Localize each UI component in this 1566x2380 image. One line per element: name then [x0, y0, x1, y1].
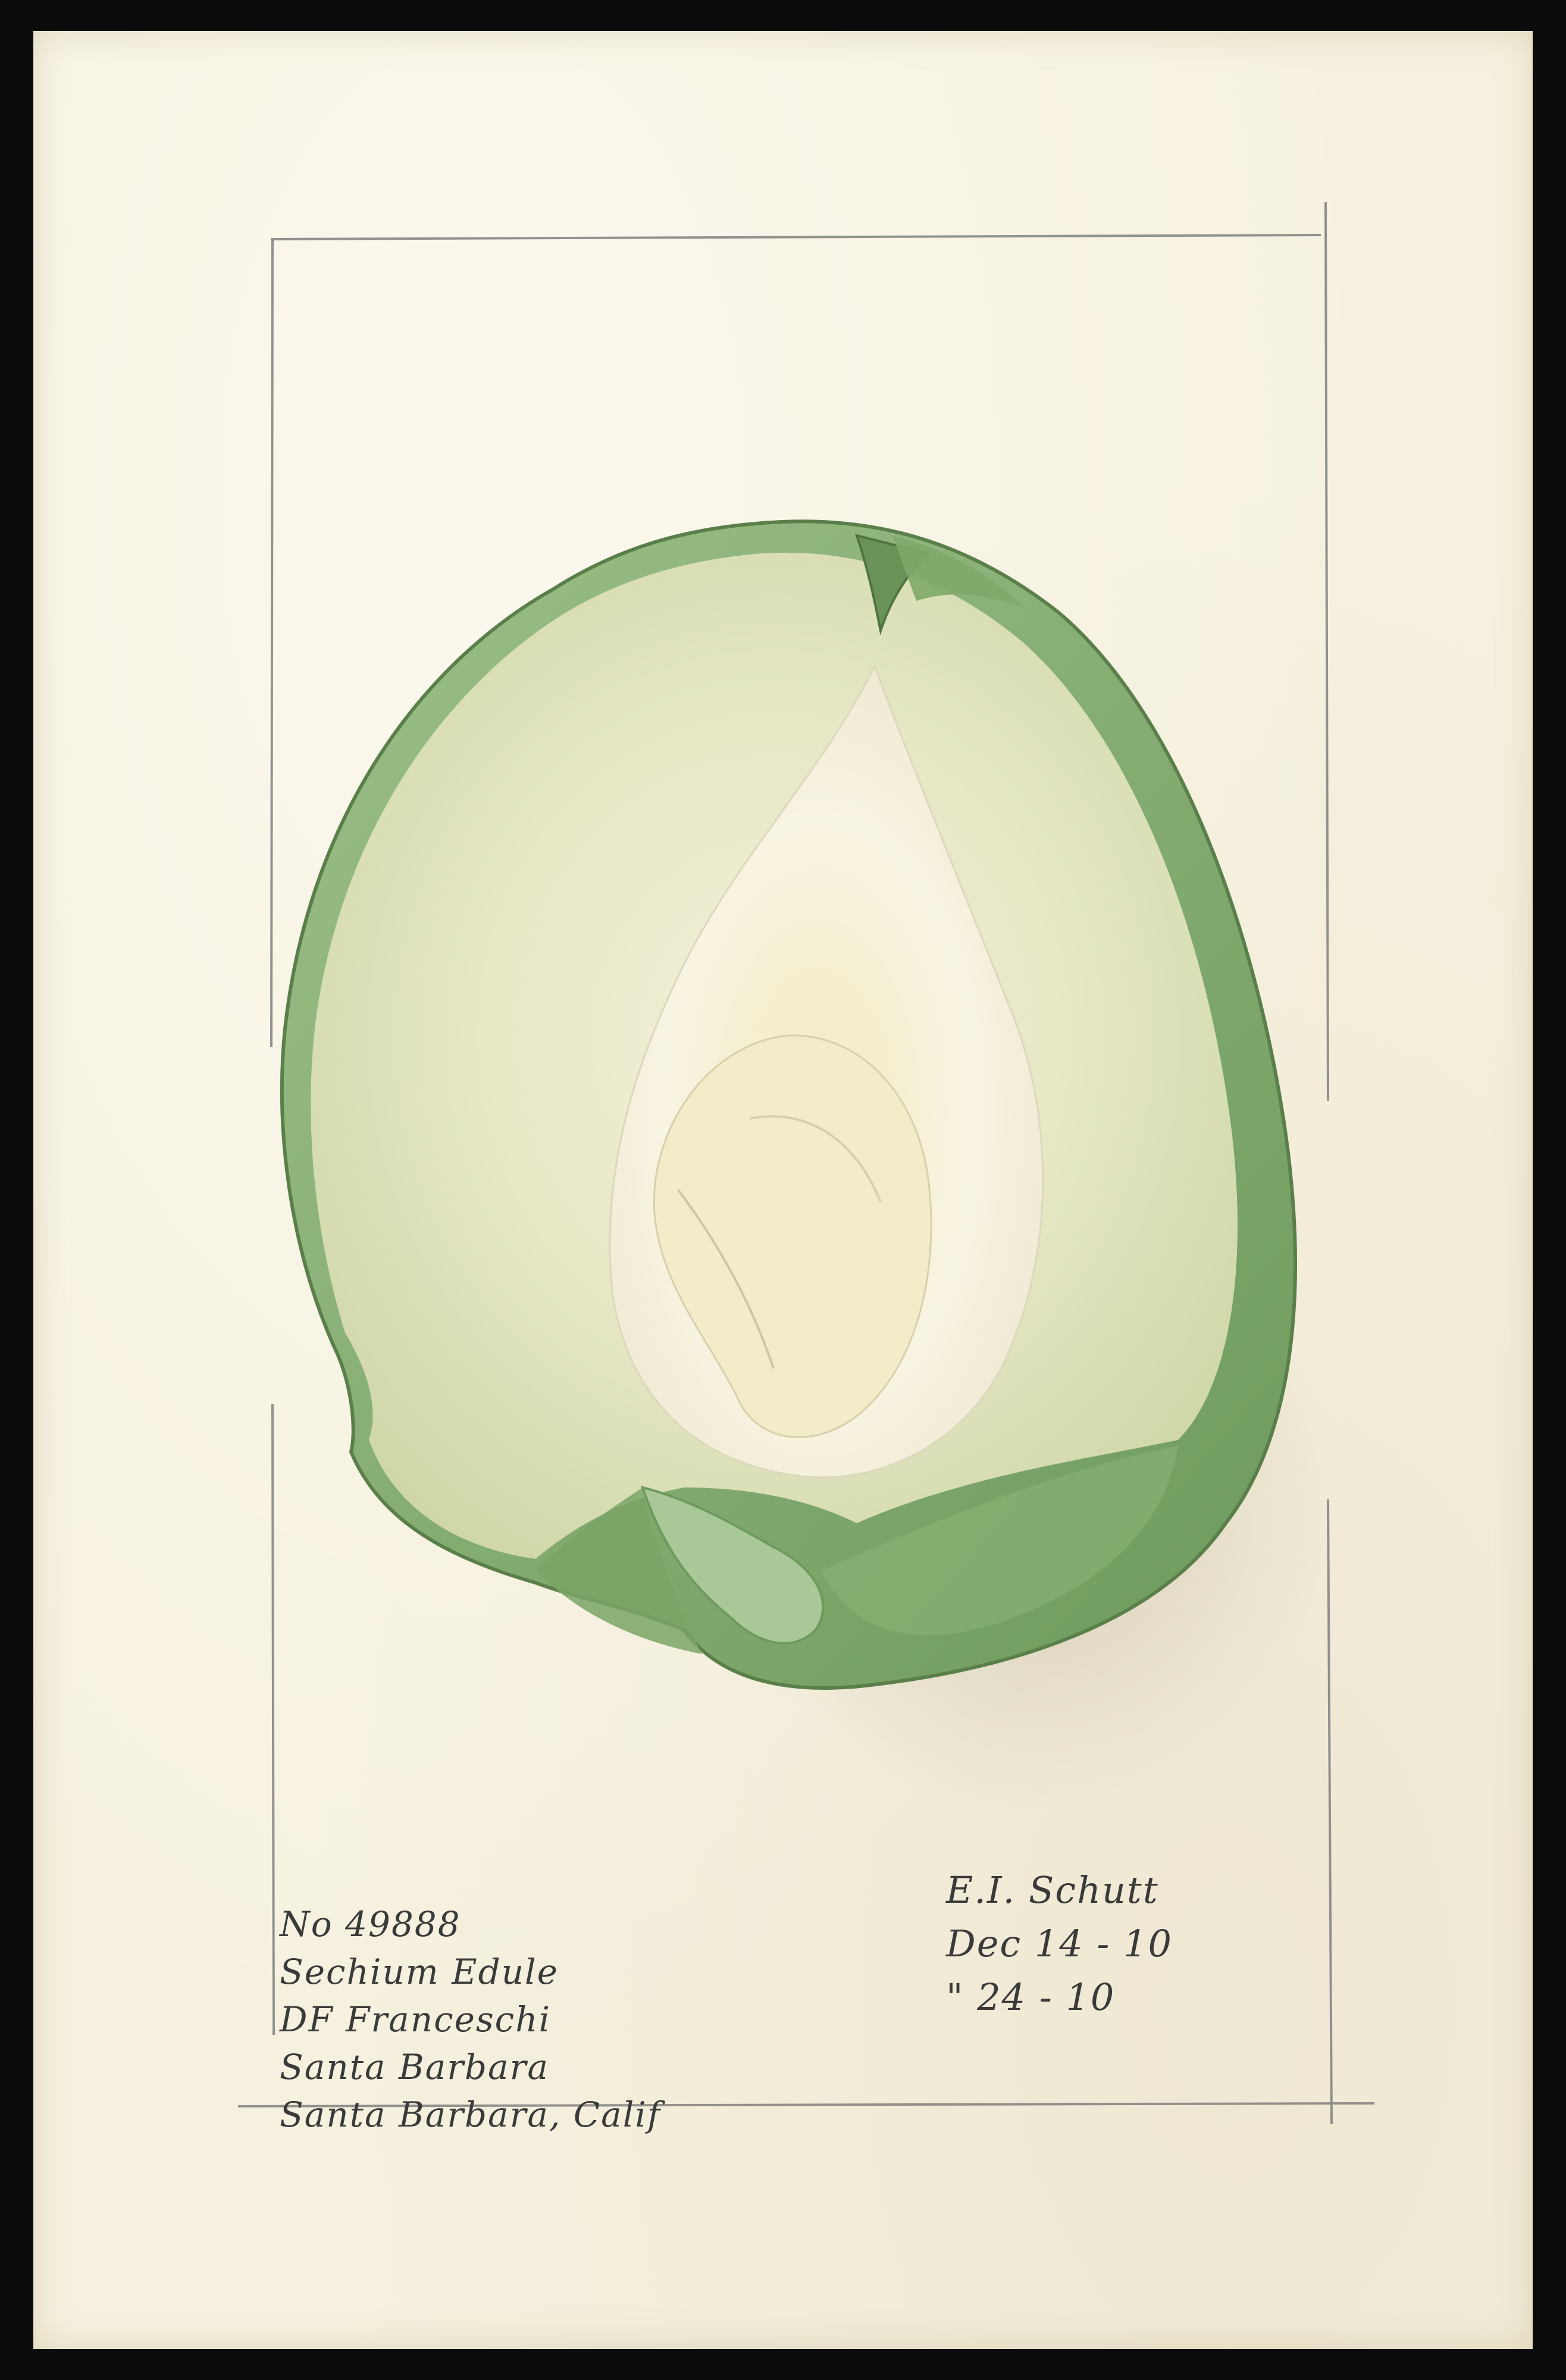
frame-left-line-lower — [273, 1404, 274, 2035]
frame-top-line — [271, 235, 1321, 239]
date-painted: " 24 - 10 — [946, 1975, 1116, 2019]
artist-signature: E.I. Schutt — [946, 1868, 1159, 1912]
date-received: Dec 14 - 10 — [946, 1922, 1173, 1965]
species-name: Sechium Edule — [280, 1952, 559, 1992]
origin-state: Santa Barbara, Calif — [280, 2094, 662, 2135]
frame-right-line-lower — [1328, 1499, 1332, 2124]
frame-right-line-upper — [1326, 202, 1328, 1101]
collector-name: DF Franceschi — [280, 1999, 552, 2040]
origin-locality: Santa Barbara — [280, 2047, 549, 2087]
accession-number: No 49888 — [280, 1904, 461, 1944]
frame-left-line-upper — [271, 239, 273, 1047]
